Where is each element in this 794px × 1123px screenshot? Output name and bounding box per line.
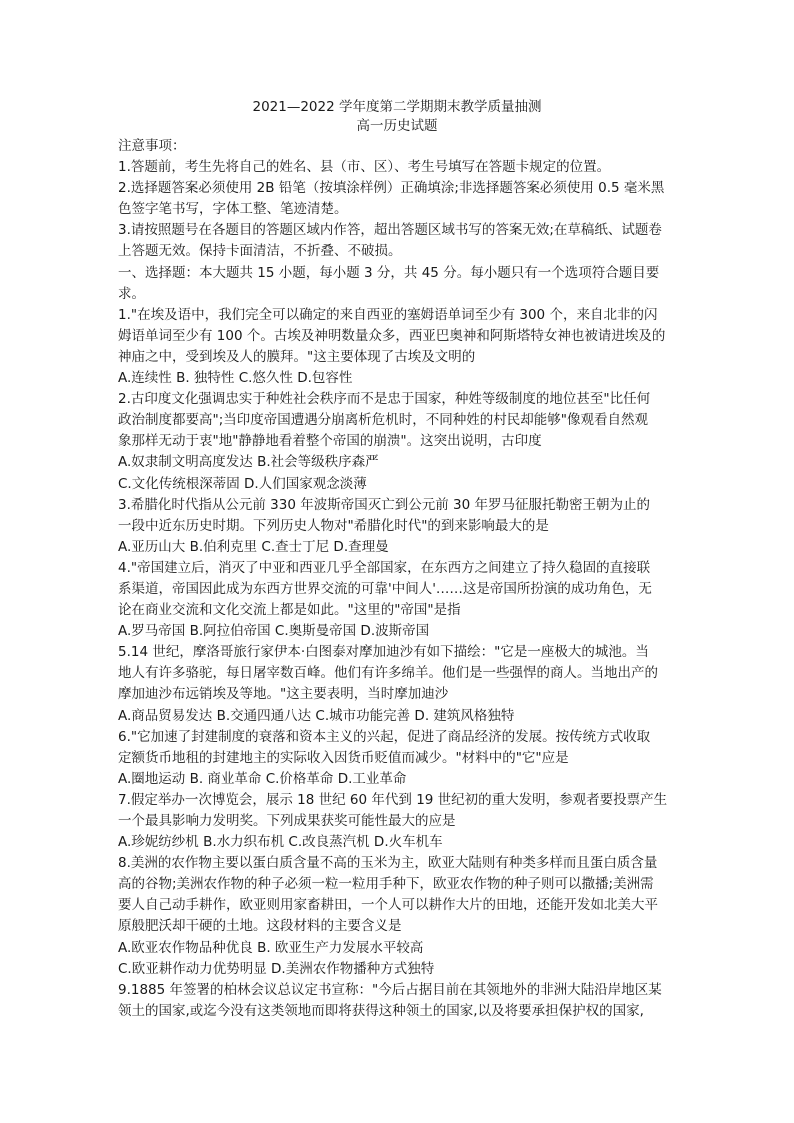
text-line: 定额货币地租的封建地主的实际收入因货币贬值而减少。"材料中的"它"应是 xyxy=(118,749,569,766)
text-line: 6."它加速了封建制度的衰落和资本主义的兴起，促进了商品经济的发展。按传统方式收取 xyxy=(118,728,651,745)
text-line: 神庙之中，受到埃及人的膜拜。"这主要体现了古埃及文明的 xyxy=(118,348,476,365)
text-line: 姆语单词至少有 100 个。古埃及神明数量众多，西亚巴奥神和阿斯塔特女神也被请进埃及的 xyxy=(118,327,666,344)
text-line: 注意事项： xyxy=(118,138,186,154)
text-line: 色签字笔书写，字体工整、笔迹清楚。 xyxy=(118,201,348,218)
text-line: 2.古印度文化强调忠实于种姓社会秩序而不是忠于国家，种姓等级制度的地位甚至"比任何 xyxy=(118,391,651,408)
exam-title: 2021—2022 学年度第二学期期末教学质量抽测 xyxy=(252,99,542,115)
text-line: 一、选择题：本大题共 15 小题，每小题 3 分，共 45 分。每小题只有一个选项符合题目要 xyxy=(118,264,660,281)
text-line: 1."在埃及语中，我们完全可以确定的来自西亚的塞姆语单词至少有 300 个，来自北非的闪 xyxy=(118,306,658,323)
text-line: 8.美洲的农作物主要以蛋白质含量不高的玉米为主，欧亚大陆则有种类多样而且蛋白质含量 xyxy=(118,855,658,872)
text-line: 政治制度都要高";当印度帝国遭遇分崩离析危机时，不同种姓的村民却能够"像观看自然观 xyxy=(118,412,648,429)
text-line: 地人有许多骆驼，每日屠宰数百峰。他们有许多绵羊。他们是一些强悍的商人。当地出产的 xyxy=(118,665,658,682)
text-line: 9.1885 年签署的柏林会议总议定书宣称："今后占据目前在其领地外的非洲大陆沿岸地区某 xyxy=(118,981,662,998)
text-line: 1.答题前，考生先将自己的姓名、县（市、区）、考生号填写在答题卡规定的位置。 xyxy=(118,159,611,176)
text-line: 系渠道，帝国因此成为东西方世界交流的可靠'中间人'……这是帝国所扮演的成功角色，无 xyxy=(118,580,652,597)
text-line: A.罗马帝国 B.阿拉伯帝国 C.奥斯曼帝国 D.波斯帝国 xyxy=(118,623,430,640)
text-line: 高的谷物;美洲农作物的种子必须一粒一粒用手种下，欧亚农作物的种子则可以撒播;美洲需 xyxy=(118,876,654,893)
text-line: 5.14 世纪，摩洛哥旅行家伊本·白图泰对摩加迪沙有如下描绘："它是一座极大的城池。当 xyxy=(118,644,649,661)
text-line: 原般肥沃却干硬的土地。这段材料的主要含义是 xyxy=(118,918,402,935)
text-line: A.商品贸易发达 B.交通四通八达 C.城市功能完善 D. 建筑风格独特 xyxy=(118,707,515,724)
text-line: A.亚历山大 B.伯利克里 C.查士丁尼 D.查理曼 xyxy=(118,538,389,555)
text-line: 上答题无效。保持卡面清洁，不折叠、不破损。 xyxy=(118,243,402,260)
text-line: 3.请按照题号在各题目的答题区域内作答，超出答题区域书写的答案无效;在草稿纸、试题卷 xyxy=(118,222,662,239)
text-line: 4."帝国建立后，消灭了中亚和西亚几乎全部国家，在东西方之间建立了持久稳固的直接联 xyxy=(118,559,651,576)
text-line: 象那样无动于衷"地"静静地看着整个帝国的崩溃"。这突出说明，古印度 xyxy=(118,433,542,450)
exam-body xyxy=(118,136,678,1022)
text-line: C.欧亚耕作动力优势明显 D.美洲农作物播种方式独特 xyxy=(118,960,435,977)
text-line: 论在商业交流和文化交流上都是如此。"这里的"帝国"是指 xyxy=(118,602,461,619)
text-line: A.奴隶制文明高度发达 B.社会等级秩序森严 xyxy=(118,454,379,471)
text-line: A.欧亚农作物品种优良 B. 欧亚生产力发展水平较高 xyxy=(118,939,424,956)
text-line: 一段中近东历史时期。下列历史人物对"希腊化时代"的到来影响最大的是 xyxy=(118,517,549,534)
text-line: 一个最具影响力发明奖。下列成果获奖可能性最大的应是 xyxy=(118,813,456,829)
text-line: 领土的国家,或迄今没有这类领地而即将获得这种领土的国家,以及将要承担保护权的国家, xyxy=(118,1002,644,1019)
exam-subtitle: 高一历史试题 xyxy=(356,118,438,134)
text-line: 求。 xyxy=(118,285,145,302)
text-line: C.文化传统根深蒂固 D.人们国家观念淡薄 xyxy=(118,475,367,492)
text-line: 2.选择题答案必须使用 2B 铅笔（按填涂样例）正确填涂;非选择题答案必须使用 0.5 毫米黑 xyxy=(118,180,665,197)
text-line: A.圈地运动 B. 商业革命 C.价格革命 D.工业革命 xyxy=(118,770,407,787)
text-line: 摩加迪沙布远销埃及等地。"这主要表明，当时摩加迪沙 xyxy=(118,686,449,703)
text-line: 7.假定举办一次博览会，展示 18 世纪 60 年代到 19 世纪初的重大发明，参观者要投票产生 xyxy=(118,791,668,808)
text-line: A.珍妮纺纱机 B.水力织布机 C.改良蒸汽机 D.火车机车 xyxy=(118,834,443,851)
text-line: 3.希腊化时代指从公元前 330 年波斯帝国灭亡到公元前 30 年罗马征服托勒密王朝为止的 xyxy=(118,496,650,513)
text-line: A.连续性 B. 独特性 C.悠久性 D.包容性 xyxy=(118,370,353,387)
text-line: 要人自己动手耕作，欧亚则用家畜耕田，一个人可以耕作大片的田地，还能开发如北美大平 xyxy=(118,897,658,914)
